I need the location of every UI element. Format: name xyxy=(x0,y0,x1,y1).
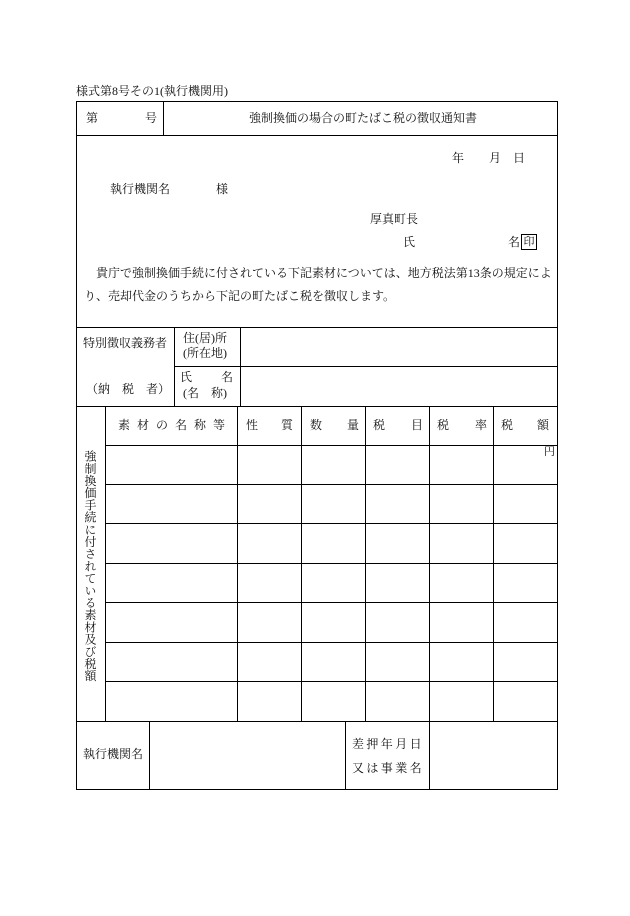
column-header-quantity: 数量 xyxy=(310,418,385,432)
footer-agency-label: 執行機関名 xyxy=(83,747,144,761)
footer-seizure-label-cell xyxy=(345,721,430,790)
material-row-4-material-name-cell xyxy=(105,563,238,603)
taxpayer-role-cell xyxy=(76,327,175,407)
sender-name-label-second: 名 xyxy=(508,235,521,249)
notice-number-cell xyxy=(76,101,164,136)
material-row-6-nature-cell xyxy=(237,642,302,682)
material-row-6-quantity-cell xyxy=(301,642,366,682)
material-row-5-tax-item-cell xyxy=(365,602,430,643)
taxpayer-role-sub-label: （納 税 者） xyxy=(86,382,171,396)
material-row-7-tax-item-cell xyxy=(365,681,430,722)
material-row-5-material-name-cell xyxy=(105,602,238,643)
address-label-cell xyxy=(174,327,241,367)
date-month-label: 月 xyxy=(489,151,502,165)
address-sub-label: (所在地) xyxy=(183,346,227,360)
notice-body-line-1: 貴庁で強制換価手続に付されている下記素材については、地方税法第13条の規定によ xyxy=(96,266,552,280)
form-number: 様式第8号その1(執行機関用) xyxy=(76,84,228,98)
notice-title: 強制換価の場合の町たばこ税の徴収通知書 xyxy=(249,111,478,125)
material-row-3-material-name-cell xyxy=(105,523,238,564)
material-row-5-nature-cell xyxy=(237,602,302,643)
notice-number-prefix: 第 xyxy=(86,111,99,125)
material-row-1-tax-rate-cell xyxy=(429,445,494,485)
material-row-2-nature-cell xyxy=(237,484,302,524)
column-header-material-name: 素材の名称等 xyxy=(118,418,233,432)
column-header-tax-rate: 税率 xyxy=(437,418,514,432)
column-header-tax-rate-cell xyxy=(429,406,514,446)
material-row-3-tax-amount-cell xyxy=(493,523,558,564)
material-row-6-tax-rate-cell xyxy=(429,642,494,682)
column-header-material-name-cell xyxy=(105,406,238,446)
sender-title: 厚真町長 xyxy=(370,212,419,226)
column-header-tax-amount-cell xyxy=(493,406,574,446)
column-header-quantity-cell xyxy=(301,406,385,446)
material-row-4-quantity-cell xyxy=(301,563,366,603)
footer-agency-label-cell xyxy=(76,721,150,790)
material-row-3-tax-item-cell xyxy=(365,523,430,564)
material-row-1-tax-amount-cell xyxy=(493,445,558,485)
material-row-4-tax-rate-cell xyxy=(429,563,494,603)
material-row-2-tax-item-cell xyxy=(365,484,430,524)
sender-name-label-first: 氏 xyxy=(403,235,416,249)
addressee-honorific: 様 xyxy=(216,182,229,196)
material-row-5-tax-rate-cell xyxy=(429,602,494,643)
name-label: 氏名 xyxy=(180,370,263,384)
material-row-7-nature-cell xyxy=(237,681,302,722)
material-row-4-tax-amount-cell xyxy=(493,563,558,603)
material-row-3-tax-rate-cell xyxy=(429,523,494,564)
name-label-cell xyxy=(174,366,263,407)
footer-seizure-value-cell xyxy=(429,721,558,790)
material-row-3-quantity-cell xyxy=(301,523,366,564)
material-row-6-tax-amount-cell xyxy=(493,642,558,682)
name-value-cell xyxy=(240,366,558,407)
address-value-cell xyxy=(240,327,558,367)
material-row-4-tax-item-cell xyxy=(365,563,430,603)
material-row-2-tax-amount-cell xyxy=(493,484,558,524)
seal-mark: 印 xyxy=(521,234,537,250)
address-label: 住(居)所 xyxy=(183,331,227,345)
name-sub-label: (名 称) xyxy=(183,386,227,400)
notice-body-cell xyxy=(76,135,558,328)
column-header-nature-cell xyxy=(237,406,317,446)
material-row-7-material-name-cell xyxy=(105,681,238,722)
material-row-1-material-name-cell xyxy=(105,445,238,485)
column-header-tax-item-cell xyxy=(365,406,450,446)
date-day-label: 日 xyxy=(513,151,526,165)
notice-body-line-2: り、売却代金のうちから下記の町たばこ税を徴収します。 xyxy=(84,289,396,303)
materials-side-label: 強制換価手続に付されている素材及び税額 xyxy=(83,450,97,682)
column-header-tax-item: 税目 xyxy=(373,418,450,432)
material-row-2-material-name-cell xyxy=(105,484,238,524)
material-row-1-quantity-cell xyxy=(301,445,366,485)
material-row-6-material-name-cell xyxy=(105,642,238,682)
notice-title-cell xyxy=(163,101,558,136)
footer-seizure-label-line-1: 差押年月日 xyxy=(352,737,425,751)
notice-number-suffix: 号 xyxy=(145,111,158,125)
material-row-2-quantity-cell xyxy=(301,484,366,524)
materials-side-label-cell xyxy=(76,406,106,722)
footer-seizure-label-line-2: 又は事業名 xyxy=(352,761,425,775)
taxpayer-role-label: 特別徴収義務者 xyxy=(83,336,168,350)
footer-agency-value-cell xyxy=(149,721,346,790)
material-row-6-tax-item-cell xyxy=(365,642,430,682)
column-header-tax-amount: 税額 xyxy=(501,418,574,432)
material-row-5-tax-amount-cell xyxy=(493,602,558,643)
material-row-7-tax-rate-cell xyxy=(429,681,494,722)
material-row-3-nature-cell xyxy=(237,523,302,564)
addressee-label: 執行機関名 xyxy=(110,182,171,196)
material-row-7-tax-amount-cell xyxy=(493,681,558,722)
material-row-1-tax-item-cell xyxy=(365,445,430,485)
material-row-1-nature-cell xyxy=(237,445,302,485)
material-row-2-tax-rate-cell xyxy=(429,484,494,524)
tax-amount-unit-label: 円 xyxy=(544,446,555,458)
material-row-7-quantity-cell xyxy=(301,681,366,722)
date-year-label: 年 xyxy=(452,151,465,165)
column-header-nature: 性質 xyxy=(246,418,317,432)
material-row-4-nature-cell xyxy=(237,563,302,603)
material-row-5-quantity-cell xyxy=(301,602,366,643)
